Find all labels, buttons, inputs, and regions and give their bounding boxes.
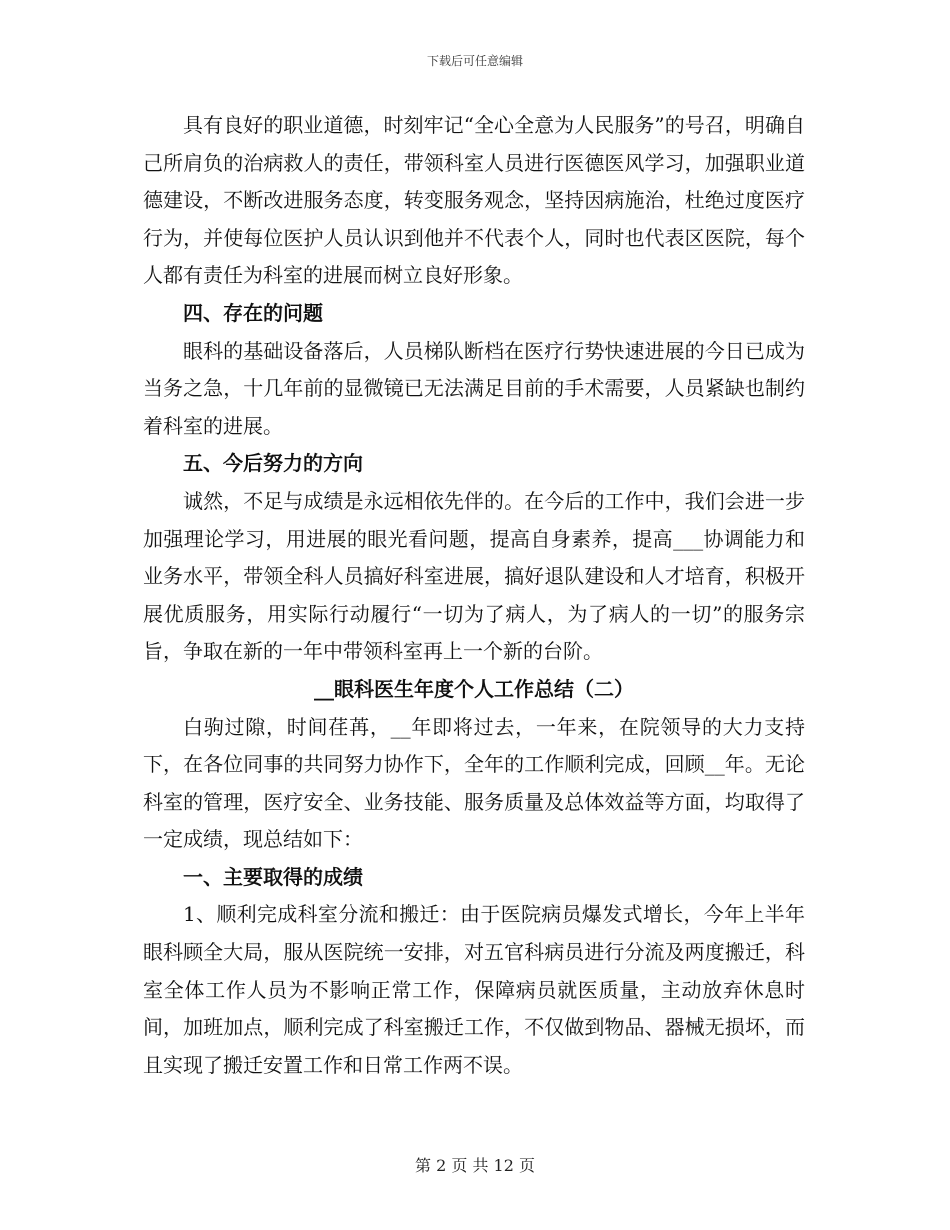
document-body [143,107,805,1084]
section-heading-achievements: 一、主要取得的成绩 [183,864,363,889]
paragraph-professional-ethics: 具有良好的职业道德，时刻牢记“全心全意为人民服务”的号召，明确自己所肩负的治病救人的责任，带领科室人员进行医德医风学习，加强职业道德建设，不断改进服务态度，转变服务观念，坚持因病施治，杜绝过度医疗行为，并使每位医护人员认识到他并不代表个人，同时也代表区医院，每个人都有责任为科室的进展而树立良好形象。 [143,113,805,288]
paragraph-relocation: 1、顺利完成科室分流和搬迁：由于医院病员爆发式增长，今年上半年眼科顾全大局，服从医院统一安排，对五官科病员进行分流及两度搬迁，科室全体工作人员为不影响正常工作，保障病员就医质量，主动放弃休息时间，加班加点，顺利完成了科室搬迁工作，不仅做到物品、器械无损坏，而且实现了搬迁安置工作和日常工作两不误。 [143,902,805,1077]
document-title-part-two: __眼科医生年度个人工作总结（二） [314,676,634,701]
section-heading-problems: 四、存在的问题 [183,300,323,325]
paragraph-future-direction: 诚然，不足与成绩是永远相依先伴的。在今后的工作中，我们会进一步加强理论学习，用进展的眼光看问题，提高自身素养，提高___协调能力和业务水平，带领全科人员搞好科室进展，搞好退队建设和人才培育，积极开展优质服务，用实际行动履行“一切为了病人，为了病人的一切”的服务宗旨，争取在新的一年中带领科室再上一个新的台阶。 [143,488,805,664]
page-header: 下载后可任意编辑 [426,54,523,68]
paragraph-problems: 眼科的基础设备落后，人员梯队断档在医疗行势快速进展的今日已成为当务之急，十几年前的显微镜已无法满足目前的手术需要，人员紧缺也制约着科室的进展。 [143,338,805,438]
paragraph-introduction: 白驹过隙，时间荏苒，__年即将过去，一年来，在院领导的大力支持下，在各位同事的共同努力协作下，全年的工作顺利完成，回顾__年。无论科室的管理，医疗安全、业务技能、服务质量及总体效益等方面，均取得了一定成绩，现总结如下： [143,714,805,852]
section-heading-future-direction: 五、今后努力的方向 [183,451,363,476]
page-number-footer: 第 2 页 共 12 页 [415,1156,535,1175]
